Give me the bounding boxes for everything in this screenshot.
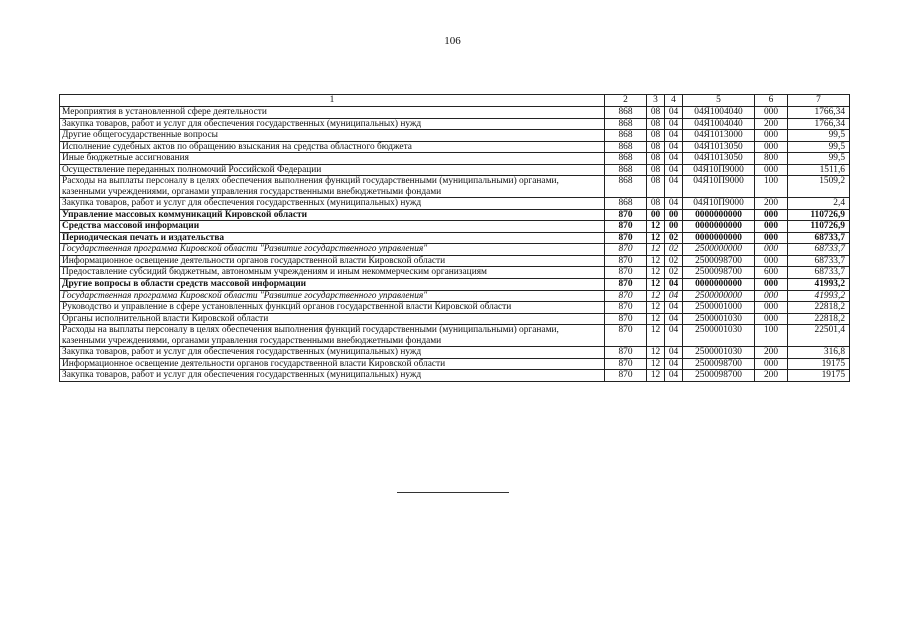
cell-name: Исполнение судебных актов по обращению взыскания на средства областного бюджета xyxy=(60,141,605,153)
cell-expense-type: 800 xyxy=(755,153,788,165)
cell-subsection: 02 xyxy=(665,267,683,279)
cell-subsection: 00 xyxy=(665,221,683,233)
table-row xyxy=(60,198,850,210)
cell-target-article: 2500001030 xyxy=(683,313,755,325)
cell-name: Предоставление субсидий бюджетным, автономным учреждениям и иным некоммерческим организациям xyxy=(60,267,605,279)
cell-target-article: 04Я1004040 xyxy=(683,118,755,130)
table-row xyxy=(60,358,850,370)
cell-subsection: 04 xyxy=(665,325,683,347)
table-row xyxy=(60,244,850,256)
cell-target-article: 2500001000 xyxy=(683,302,755,314)
cell-section: 08 xyxy=(647,107,665,119)
cell-ministry-code: 870 xyxy=(605,302,647,314)
cell-target-article: 2500098700 xyxy=(683,255,755,267)
cell-section: 12 xyxy=(647,370,665,382)
column-header: 7 xyxy=(788,95,850,107)
cell-section: 12 xyxy=(647,347,665,359)
cell-expense-type: 000 xyxy=(755,209,788,221)
cell-ministry-code: 868 xyxy=(605,164,647,176)
cell-section: 12 xyxy=(647,255,665,267)
cell-target-article: 2500001030 xyxy=(683,347,755,359)
cell-expense-type: 000 xyxy=(755,164,788,176)
column-header: 5 xyxy=(683,95,755,107)
cell-expense-type: 000 xyxy=(755,232,788,244)
cell-ministry-code: 870 xyxy=(605,209,647,221)
cell-subsection: 04 xyxy=(665,130,683,142)
table-row xyxy=(60,313,850,325)
cell-ministry-code: 868 xyxy=(605,107,647,119)
cell-name: Управление массовых коммуникаций Кировской области xyxy=(60,209,605,221)
table-row xyxy=(60,153,850,165)
cell-name: Иные бюджетные ассигнования xyxy=(60,153,605,165)
cell-amount: 22501,4 xyxy=(788,325,850,347)
cell-amount: 1509,2 xyxy=(788,176,850,198)
cell-subsection: 02 xyxy=(665,255,683,267)
cell-subsection: 04 xyxy=(665,153,683,165)
cell-expense-type: 100 xyxy=(755,176,788,198)
cell-ministry-code: 870 xyxy=(605,325,647,347)
cell-amount: 68733,7 xyxy=(788,232,850,244)
column-header: 6 xyxy=(755,95,788,107)
cell-section: 08 xyxy=(647,198,665,210)
column-header: 4 xyxy=(665,95,683,107)
cell-amount: 99,5 xyxy=(788,153,850,165)
cell-amount: 316,8 xyxy=(788,347,850,359)
cell-ministry-code: 868 xyxy=(605,198,647,210)
cell-amount: 110726,9 xyxy=(788,209,850,221)
cell-section: 12 xyxy=(647,302,665,314)
cell-target-article: 2500098700 xyxy=(683,370,755,382)
cell-subsection: 04 xyxy=(665,347,683,359)
cell-target-article: 0000000000 xyxy=(683,209,755,221)
cell-subsection: 04 xyxy=(665,198,683,210)
cell-name: Руководство и управление в сфере установленных функций органов государственной власти Кировской области xyxy=(60,302,605,314)
table-header-row xyxy=(60,95,850,107)
cell-expense-type: 000 xyxy=(755,141,788,153)
table-row xyxy=(60,118,850,130)
cell-ministry-code: 868 xyxy=(605,141,647,153)
cell-subsection: 00 xyxy=(665,209,683,221)
column-header: 3 xyxy=(647,95,665,107)
cell-section: 12 xyxy=(647,358,665,370)
cell-ministry-code: 870 xyxy=(605,290,647,302)
cell-expense-type: 100 xyxy=(755,325,788,347)
cell-expense-type: 200 xyxy=(755,198,788,210)
table-row xyxy=(60,209,850,221)
cell-name: Осуществление переданных полномочий Российской Федерации xyxy=(60,164,605,176)
cell-ministry-code: 870 xyxy=(605,358,647,370)
cell-name: Другие общегосударственные вопросы xyxy=(60,130,605,142)
cell-expense-type: 000 xyxy=(755,302,788,314)
cell-amount: 19175 xyxy=(788,358,850,370)
cell-ministry-code: 870 xyxy=(605,313,647,325)
cell-subsection: 04 xyxy=(665,118,683,130)
cell-name: Закупка товаров, работ и услуг для обеспечения государственных (муниципальных) нужд xyxy=(60,370,605,382)
table-row xyxy=(60,302,850,314)
cell-ministry-code: 870 xyxy=(605,267,647,279)
page-number: 106 xyxy=(444,35,461,47)
cell-name: Органы исполнительной власти Кировской области xyxy=(60,313,605,325)
cell-subsection: 04 xyxy=(665,107,683,119)
cell-ministry-code: 870 xyxy=(605,370,647,382)
cell-target-article: 04Я10П9000 xyxy=(683,164,755,176)
cell-subsection: 02 xyxy=(665,244,683,256)
cell-section: 12 xyxy=(647,244,665,256)
cell-expense-type: 000 xyxy=(755,221,788,233)
cell-expense-type: 200 xyxy=(755,347,788,359)
cell-ministry-code: 870 xyxy=(605,347,647,359)
cell-amount: 68733,7 xyxy=(788,267,850,279)
cell-target-article: 04Я10П9000 xyxy=(683,176,755,198)
cell-name: Средства массовой информации xyxy=(60,221,605,233)
cell-ministry-code: 868 xyxy=(605,176,647,198)
cell-subsection: 02 xyxy=(665,232,683,244)
table-row xyxy=(60,176,850,198)
table-row xyxy=(60,370,850,382)
cell-target-article: 0000000000 xyxy=(683,278,755,290)
cell-expense-type: 200 xyxy=(755,118,788,130)
cell-amount: 68733,7 xyxy=(788,244,850,256)
cell-target-article: 04Я1013050 xyxy=(683,141,755,153)
cell-name: Информационное освещение деятельности органов государственной власти Кировской области xyxy=(60,358,605,370)
cell-amount: 41993,2 xyxy=(788,278,850,290)
cell-target-article: 2500000000 xyxy=(683,290,755,302)
cell-target-article: 0000000000 xyxy=(683,232,755,244)
cell-ministry-code: 868 xyxy=(605,153,647,165)
table-row xyxy=(60,164,850,176)
cell-section: 12 xyxy=(647,278,665,290)
cell-amount: 110726,9 xyxy=(788,221,850,233)
cell-subsection: 04 xyxy=(665,370,683,382)
cell-name: Расходы на выплаты персоналу в целях обеспечения выполнения функций государственными (муниципальными) органами, казенными учреждениями, органами управления государственными внебюджетными фондами xyxy=(60,325,605,347)
cell-expense-type: 000 xyxy=(755,290,788,302)
cell-subsection: 04 xyxy=(665,278,683,290)
cell-amount: 1766,34 xyxy=(788,107,850,119)
cell-subsection: 04 xyxy=(665,358,683,370)
cell-ministry-code: 870 xyxy=(605,255,647,267)
cell-section: 08 xyxy=(647,130,665,142)
cell-name: Расходы на выплаты персоналу в целях обеспечения выполнения функций государственными (муниципальными) органами, казенными учреждениями, органами управления государственными внебюджетными фондами xyxy=(60,176,605,198)
cell-target-article: 04Я1013050 xyxy=(683,153,755,165)
table-row xyxy=(60,255,850,267)
cell-expense-type: 000 xyxy=(755,255,788,267)
table-row xyxy=(60,221,850,233)
cell-subsection: 04 xyxy=(665,302,683,314)
column-header: 2 xyxy=(605,95,647,107)
budget-table xyxy=(59,94,850,382)
column-header: 1 xyxy=(60,95,605,107)
cell-target-article: 04Я10П9000 xyxy=(683,198,755,210)
cell-ministry-code: 868 xyxy=(605,130,647,142)
cell-section: 08 xyxy=(647,164,665,176)
cell-expense-type: 000 xyxy=(755,107,788,119)
cell-target-article: 2500098700 xyxy=(683,267,755,279)
table-row xyxy=(60,325,850,347)
cell-section: 08 xyxy=(647,141,665,153)
cell-subsection: 04 xyxy=(665,290,683,302)
cell-target-article: 2500001030 xyxy=(683,325,755,347)
cell-amount: 1766,34 xyxy=(788,118,850,130)
cell-amount: 22818,2 xyxy=(788,302,850,314)
cell-name: Информационное освещение деятельности органов государственной власти Кировской области xyxy=(60,255,605,267)
cell-name: Закупка товаров, работ и услуг для обеспечения государственных (муниципальных) нужд xyxy=(60,118,605,130)
cell-section: 08 xyxy=(647,176,665,198)
cell-section: 12 xyxy=(647,232,665,244)
cell-target-article: 0000000000 xyxy=(683,221,755,233)
cell-amount: 1511,6 xyxy=(788,164,850,176)
cell-expense-type: 000 xyxy=(755,313,788,325)
cell-target-article: 2500098700 xyxy=(683,358,755,370)
cell-section: 08 xyxy=(647,118,665,130)
cell-subsection: 04 xyxy=(665,176,683,198)
cell-expense-type: 200 xyxy=(755,370,788,382)
cell-section: 12 xyxy=(647,221,665,233)
cell-ministry-code: 870 xyxy=(605,278,647,290)
cell-subsection: 04 xyxy=(665,164,683,176)
cell-name: Периодическая печать и издательства xyxy=(60,232,605,244)
cell-name: Государственная программа Кировской области "Развитие государственного управления" xyxy=(60,244,605,256)
cell-ministry-code: 868 xyxy=(605,118,647,130)
cell-ministry-code: 870 xyxy=(605,232,647,244)
table-row xyxy=(60,232,850,244)
cell-amount: 22818,2 xyxy=(788,313,850,325)
table-row xyxy=(60,141,850,153)
cell-ministry-code: 870 xyxy=(605,221,647,233)
cell-section: 12 xyxy=(647,290,665,302)
cell-name: Другие вопросы в области средств массовой информации xyxy=(60,278,605,290)
cell-name: Закупка товаров, работ и услуг для обеспечения государственных (муниципальных) нужд xyxy=(60,347,605,359)
cell-expense-type: 000 xyxy=(755,358,788,370)
cell-name: Государственная программа Кировской области "Развитие государственного управления" xyxy=(60,290,605,302)
cell-subsection: 04 xyxy=(665,313,683,325)
cell-target-article: 04Я1013000 xyxy=(683,130,755,142)
cell-amount: 2,4 xyxy=(788,198,850,210)
cell-target-article: 04Я1004040 xyxy=(683,107,755,119)
cell-section: 12 xyxy=(647,313,665,325)
cell-name: Закупка товаров, работ и услуг для обеспечения государственных (муниципальных) нужд xyxy=(60,198,605,210)
table-row xyxy=(60,267,850,279)
cell-expense-type: 000 xyxy=(755,130,788,142)
cell-section: 12 xyxy=(647,325,665,347)
cell-subsection: 04 xyxy=(665,141,683,153)
cell-expense-type: 600 xyxy=(755,267,788,279)
cell-expense-type: 000 xyxy=(755,244,788,256)
cell-section: 00 xyxy=(647,209,665,221)
table-row xyxy=(60,347,850,359)
cell-amount: 99,5 xyxy=(788,141,850,153)
cell-target-article: 2500000000 xyxy=(683,244,755,256)
cell-name: Мероприятия в установленной сфере деятельности xyxy=(60,107,605,119)
cell-section: 12 xyxy=(647,267,665,279)
table-row xyxy=(60,130,850,142)
cell-amount: 41993,2 xyxy=(788,290,850,302)
cell-section: 08 xyxy=(647,153,665,165)
table-row xyxy=(60,107,850,119)
cell-amount: 68733,7 xyxy=(788,255,850,267)
cell-expense-type: 000 xyxy=(755,278,788,290)
table-row xyxy=(60,278,850,290)
cell-amount: 99,5 xyxy=(788,130,850,142)
cell-amount: 19175 xyxy=(788,370,850,382)
horizontal-rule xyxy=(397,492,509,493)
table-row xyxy=(60,290,850,302)
cell-ministry-code: 870 xyxy=(605,244,647,256)
